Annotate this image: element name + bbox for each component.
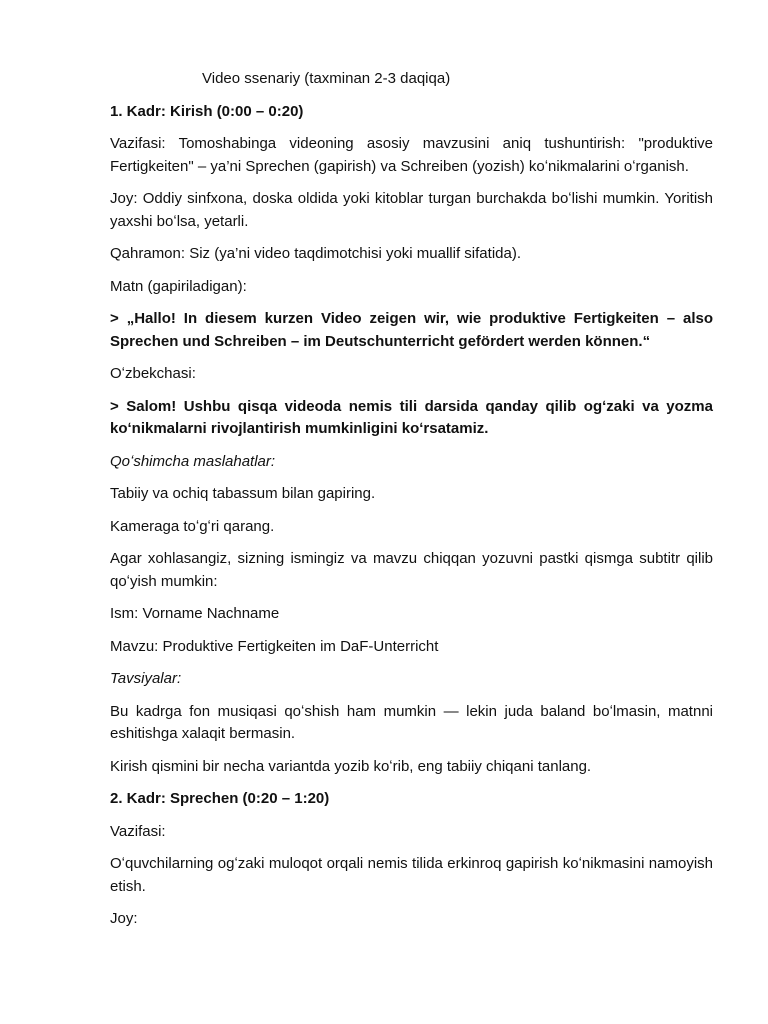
paragraph: Kameraga toʻgʻri qarang. (110, 517, 275, 535)
paragraph: Agar xohlasangiz, sizning ismingiz va mavzu chiqqan yozuvni pastki qismga subtitr qilib qoʻyish mumkin: (110, 550, 713, 590)
paragraph: Vazifasi: (110, 822, 166, 840)
paragraph: Qahramon: Siz (ya’ni video taqdimotchisi yoki muallif sifatida). (110, 245, 521, 262)
paragraph: Oʻzbekchasi: (110, 365, 196, 382)
paragraph: Ism: Vorname Nachname (110, 605, 280, 622)
quote-german: > „Hallo! In diesem kurzen Video zeigen wir, wie produktive Fertigkeiten – also Sprechen und Schreiben – im Deutschunterricht gefördert werden können.“ (110, 310, 713, 350)
paragraph: Matn (gapiriladigan): (110, 277, 247, 295)
subheading-recommendations: Tavsiyalar: (110, 670, 182, 687)
quote-uzbek: > Salom! Ushbu qisqa videoda nemis tili darsida qanday qilib ogʻzaki va yozma koʻnikmalarni rivojlantirish mumkinligini koʻrsatamiz. (110, 397, 713, 437)
section-heading-2: 2. Kadr: Sprechen (0:20 – 1:20) (110, 790, 330, 807)
document-body (110, 68, 713, 941)
document-title: Video ssenariy (taxminan 2-3 daqiqa) (202, 70, 451, 87)
paragraph: Joy: (110, 910, 138, 927)
paragraph: Tabiiy va ochiq tabassum bilan gapiring. (110, 485, 376, 502)
paragraph: Mavzu: Produktive Fertigkeiten im DaF-Unterricht (110, 637, 439, 655)
paragraph: Vazifasi: Tomoshabinga videoning asosiy mavzusini aniq tushuntirish: "produktive Fertigkeiten" – ya’ni Sprechen (gapirish) va Schreiben (yozish) koʻnikmalarini oʻrganish. (110, 135, 713, 175)
subheading-tips: Qoʻshimcha maslahatlar: (110, 452, 276, 470)
paragraph: Oʻquvchilarning ogʻzaki muloqot orqali nemis tilida erkinroq gapirish koʻnikmasini namoyish etish. (110, 855, 713, 895)
paragraph: Kirish qismini bir necha variantda yozib koʻrib, eng tabiiy chiqani tanlang. (110, 757, 592, 775)
paragraph: Bu kadrga fon musiqasi qoʻshish ham mumkin — lekin juda baland boʻlmasin, matnni eshitishga xalaqit bermasin. (110, 702, 713, 742)
section-heading-1: 1. Kadr: Kirish (0:00 – 0:20) (110, 102, 304, 120)
paragraph: Joy: Oddiy sinfxona, doska oldida yoki kitoblar turgan burchakda boʻlishi mumkin. Yoritish yaxshi boʻlsa, yetarli. (110, 190, 713, 230)
